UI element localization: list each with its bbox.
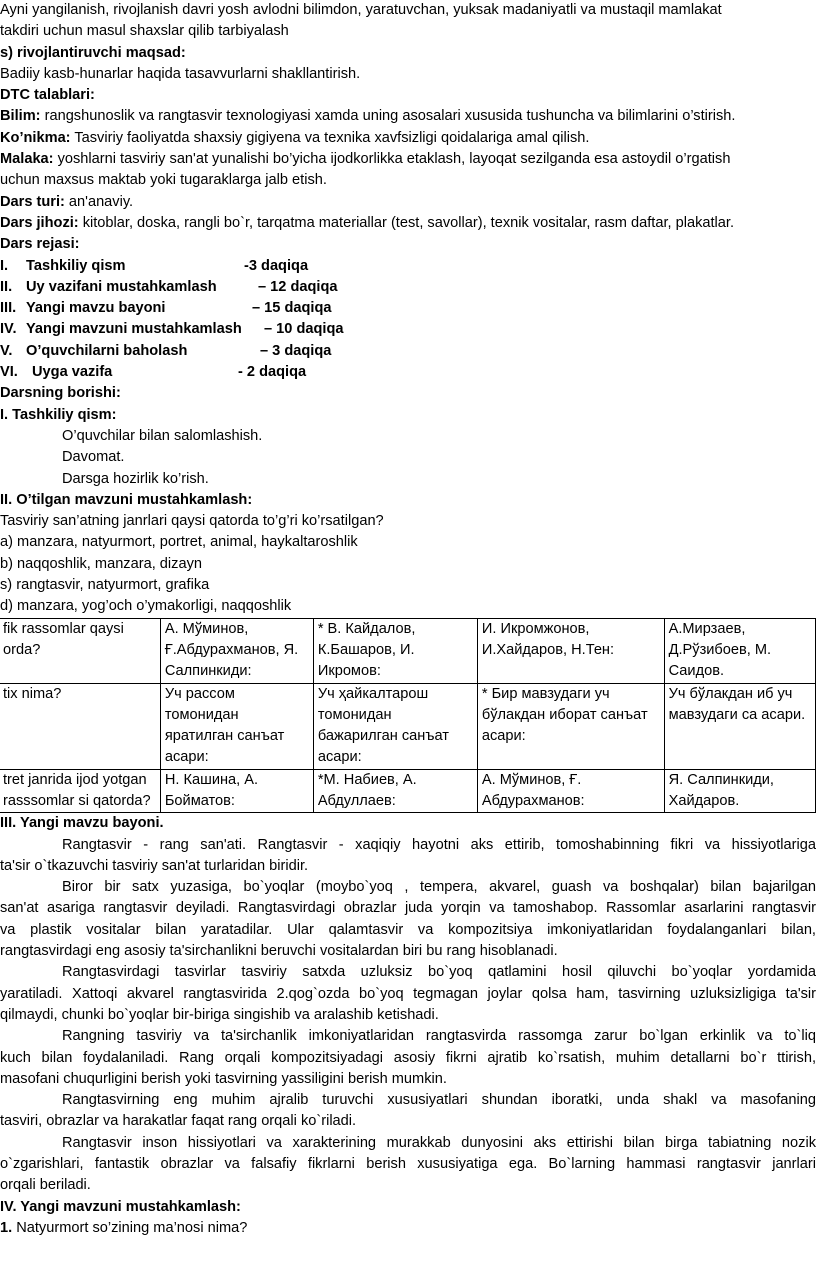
dars-turi-text: an'anaviy.	[64, 193, 134, 210]
paragraph-line: san'at asariga rangtasvir deyiladi. Rangtasvirdagi obrazlar juda yorqin va tamoshabop. Rassomlar asarlarini rangtasvir	[0, 900, 816, 917]
dars-jihozi-label: Dars jihozi:	[0, 214, 79, 231]
plan-item-title: Yangi mavzu bayoni	[26, 300, 166, 317]
paragraph-line: tasviri, obrazlar va harakatlar faqat rang orqali ko`riladi.	[0, 1113, 357, 1130]
review-heading: II. O’tilgan mavzuni mustahkamlash:	[0, 491, 253, 508]
plan-item-time: – 3 daqiqa	[260, 342, 332, 359]
review-option: s) rangtasvir, natyurmort, grafika	[0, 577, 210, 594]
malaka-label: Malaka:	[0, 151, 54, 168]
table-cell-option: А. Мўминов, Ғ. Абдурахманов:	[477, 769, 664, 813]
paragraph-line: yaratiladi. Xattoqi akvarel rangtasvirida 2.qog`ozda bo`yoq tegmagan joylar qolsa ham, tasvirning uzluksizligiga ta'sir	[0, 985, 816, 1002]
review-option: b) naqqoshlik, manzara, dizayn	[0, 555, 202, 572]
plan-item-title: O’quvchilarni baholash	[26, 342, 188, 359]
dars-turi-label: Dars turi:	[0, 193, 65, 210]
paragraph-line: rangtasvirdagi eng asosiy ta'sirchanlikni beruvchi vositalardan biri bu rang hisoblanadi.	[0, 943, 558, 960]
konikma-text: Tasviriy faoliyatda shaxsiy gigiyena va texnika xavfsizligi qoidalariga amal qilish.	[70, 129, 590, 146]
intro-line-2: takdiri uchun masul shaxslar qilib tarbiyalash	[0, 23, 289, 40]
paragraph-line: Rangtasvir inson hissiyotlari va xarakterining murakkab dunyosini aks ettirishi bilan birga tabiatning nozik	[62, 1134, 816, 1151]
paragraph-line: orqali beriladi.	[0, 1177, 91, 1194]
table-cell-question: tix nima?	[0, 683, 160, 769]
plan-item-number: III.	[0, 300, 17, 317]
plan-item	[0, 362, 816, 383]
table-cell-option: * Бир мавзудаги уч бўлакдан иборат санъат асари:	[477, 683, 664, 769]
plan-item	[0, 298, 816, 319]
tashkiliy-item: Darsga hozirlik ko’rish.	[62, 470, 209, 487]
paragraph-line: Rangning tasviriy va ta'sirchanlik imkoniyatlaridan rangtasvirda rassomga zarur bo`lgan erkinlik va to`liq	[62, 1028, 816, 1045]
paragraph-line: masofani chuqurligini berish yoki tasvirning yassiligini berish mumkin.	[0, 1070, 447, 1087]
dtc-malaka-line-2: uchun maxsus maktab yoki tugaraklarga jalb etish.	[0, 172, 327, 189]
table-cell-option: * В. Кайдалов, К.Башаров, И. Икромов:	[313, 618, 477, 683]
dars-jihozi	[0, 213, 816, 234]
question-text: Natyurmort so’zining ma’nosi nima?	[12, 1219, 248, 1236]
dtc-konikma	[0, 128, 816, 149]
plan-item-number: II.	[0, 278, 13, 295]
new-topic-heading: III. Yangi mavzu bayoni.	[0, 815, 164, 832]
konikma-label: Ko’nikma:	[0, 129, 71, 146]
goal-heading: s) rivojlantiruvchi maqsad:	[0, 44, 186, 61]
table-cell-option: Уч ҳайкалтарош томонидан бажарилган санъат асари:	[313, 683, 477, 769]
tashkiliy-heading: I. Tashkiliy qism:	[0, 406, 117, 423]
dtc-heading: DTC talablari:	[0, 87, 95, 104]
borishi-heading: Darsning borishi:	[0, 385, 121, 402]
plan-item-time: – 12 daqiqa	[258, 278, 338, 295]
plan-item-title: Tashkiliy qism	[26, 257, 126, 274]
consolidation-heading: IV. Yangi mavzuni mustahkamlash:	[0, 1198, 241, 1215]
paragraph-line: Rangtasvir - rang san'ati. Rangtasvir - xaqiqiy hayotni aks ettirib, tomoshabinning fikri va hissiyotlariga	[62, 836, 816, 853]
plan-item	[0, 319, 816, 340]
dars-jihozi-text: kitoblar, doska, rangli bo`r, tarqatma materiallar (test, savollar), texnik vositalar, rasm daftar, plakatlar.	[78, 214, 735, 231]
plan-item	[0, 256, 816, 277]
goal-text: Badiiy kasb-hunarlar haqida tasavvurlarni shakllantirish.	[0, 65, 361, 82]
table-cell-question: fik rassomlar qaysi orda?	[0, 618, 160, 683]
consolidation-question	[0, 1218, 816, 1239]
review-option: a) manzara, natyurmort, portret, animal, haykaltaroshlik	[0, 534, 358, 551]
table-cell-option: Н. Кашина, А. Бойматов:	[160, 769, 313, 813]
paragraph-line: Rangtasvirdagi tasvirlar tasviriy satxda uzluksiz bo`yoq qatlamini hosil qiluvchi bo`yoqlar yordamida	[62, 964, 816, 981]
table-cell-option: А. Мўминов, Ғ.Абдурахманов, Я. Салпинкиди:	[160, 618, 313, 683]
paragraph-line: kuch bilan foydalaniladi. Rang orqali kompozitsiyadagi asosiy fikrni ajratib ko`rsatish, muhim detallarni bo`r ttirish,	[0, 1049, 816, 1066]
table-cell-option: *М. Набиев, А. Абдуллаев:	[313, 769, 477, 813]
dars-turi	[0, 192, 816, 213]
dtc-bilim	[0, 106, 816, 127]
malaka-text: yoshlarni tasviriy san'at yunalishi bo’yicha ijodkorlikka etaklash, layoqat sezilganda esa astoydil o’rgatish	[53, 151, 731, 168]
table-row	[0, 769, 816, 813]
plan-item-number: IV.	[0, 321, 17, 338]
plan-item-title: Uy vazifani mustahkamlash	[26, 278, 217, 295]
dtc-malaka	[0, 149, 816, 170]
plan-item-number: I.	[0, 257, 9, 274]
plan-item-time: -3 daqiqa	[244, 257, 309, 274]
intro-line-1: Ayni yangilanish, rivojlanish davri yosh avlodni bilimdon, yaratuvchan, yuksak madaniyatli va mustaqil mamlakat	[0, 2, 722, 18]
plan-item-number: VI.	[0, 364, 18, 381]
plan-item-number: V.	[0, 342, 13, 359]
plan-list	[0, 256, 816, 384]
paragraph-line: ta'sir o`tkazuvchi tasviriy san'at turlaridan biridir.	[0, 857, 309, 874]
plan-heading: Dars rejasi:	[0, 236, 80, 253]
plan-item-time: - 2 daqiqa	[238, 364, 307, 381]
bilim-label: Bilim:	[0, 108, 41, 125]
review-question: Tasviriy san’atning janrlari qaysi qatorda to’g’ri ko’rsatilgan?	[0, 513, 384, 530]
bilim-text: rangshunoslik va rangtasvir texnologiyasi xamda uning asosalari xususida tushuncha va bilimlarini o’stirish.	[40, 108, 736, 125]
paragraph-line: Biror bir satx yuzasiga, bo`yoqlar (moybo`yoq , tempera, akvarel, guash va boshqalar) bilan bajarilgan	[62, 879, 816, 896]
table-cell-option: Уч рассом томонидан яратилган санъат асари:	[160, 683, 313, 769]
plan-item-title: Uyga vazifa	[32, 364, 113, 381]
tashkiliy-item: O’quvchilar bilan salomlashish.	[62, 427, 263, 444]
plan-item-time: – 10 daqiqa	[264, 321, 344, 338]
plan-item	[0, 341, 816, 362]
table-cell-option: И. Икромжонов, И.Хайдаров, Н.Тен:	[477, 618, 664, 683]
table-cell-question: tret janrida ijod yotgan rasssomlar si qatorda?	[0, 769, 160, 813]
table-row	[0, 683, 816, 769]
paragraph-line: o`zgarishlari, fantastik obrazlar va falsafiy fikrlarni berish xususiyatiga ega. Bo`larning hammasi rangtasvir janrlari	[0, 1156, 816, 1173]
table-cell-option: Я. Салпинкиди, Хайдаров.	[664, 769, 815, 813]
plan-item-title: Yangi mavzuni mustahkamlash	[26, 321, 242, 338]
quiz-table	[0, 618, 816, 814]
table-cell-option: А.Мирзаев, Д.Рўзибоев, М. Саидов.	[664, 618, 815, 683]
paragraph-line: va plastik vositalar bilan yaratadilar. Ular qalamtasvir va kompozitsiya imkoniyatlaridan foydalanganlari bilan,	[0, 921, 816, 938]
table-row	[0, 618, 816, 683]
paragraph-line: qilmaydi, chunki bo`yoqlar bir-biriga singishib va aralashib ketishadi.	[0, 1006, 439, 1023]
paragraph-line: Rangtasvirning eng muhim ajralib turuvchi xususiyatlari shundan iboratki, unda shakl va masofaning	[62, 1092, 816, 1109]
review-option: d) manzara, yog’och o’ymakorligi, naqqoshlik	[0, 598, 292, 615]
table-cell-option: Уч бўлакдан иб уч мавзудаги са асари.	[664, 683, 815, 769]
plan-item-time: – 15 daqiqa	[252, 300, 332, 317]
tashkiliy-item: Davomat.	[62, 449, 125, 466]
plan-item	[0, 277, 816, 298]
question-number: 1.	[0, 1219, 13, 1236]
